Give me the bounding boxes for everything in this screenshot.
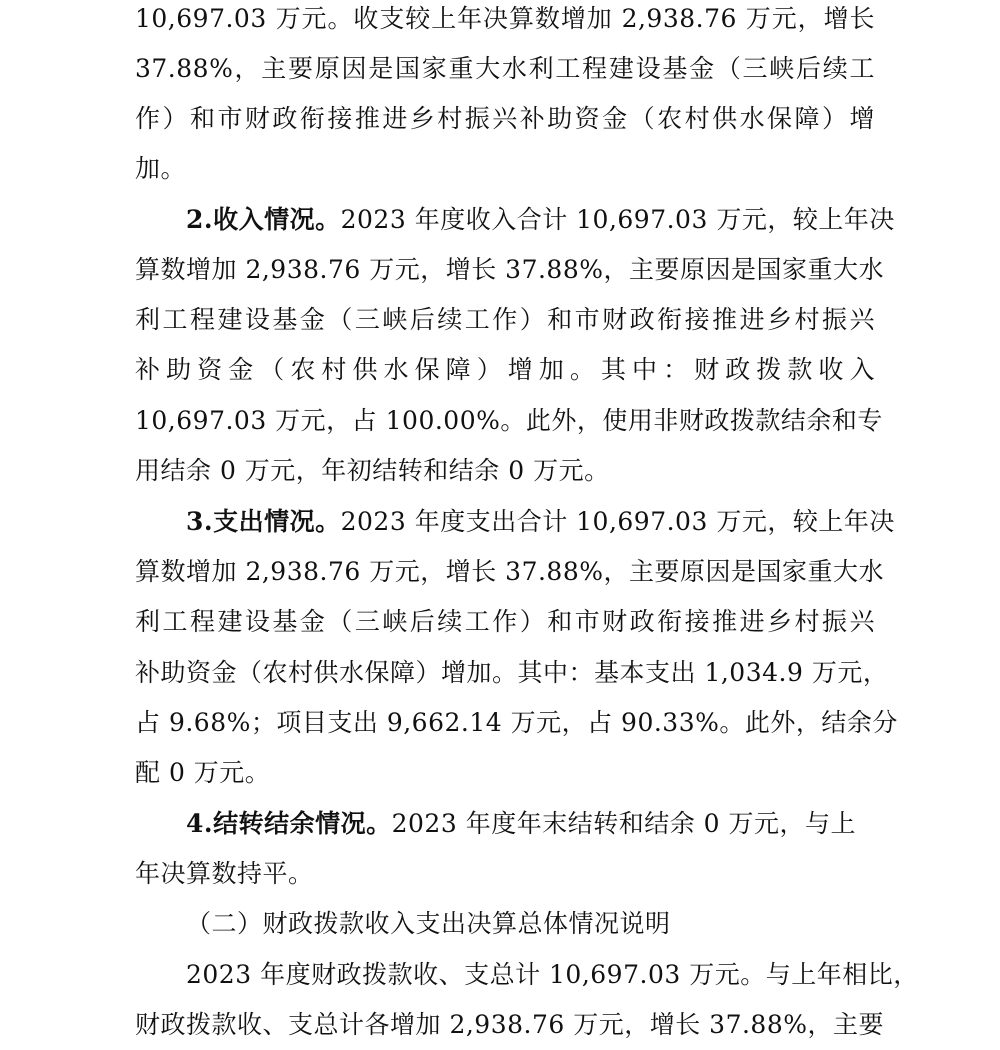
fiscal-line-1: 2023 年度财政拨款收、支总计 10,697.03 万元。与上年相比， xyxy=(186,960,919,989)
expense-heading: 3.支出情况。 xyxy=(186,507,341,536)
income-heading: 2.收入情况。 xyxy=(186,205,341,234)
carryover-heading: 4.结转结余情况。 xyxy=(186,809,392,838)
income-heading-line xyxy=(186,195,895,245)
expense-line-3: 利工程建设基金（三峡后续工作）和市财政衔接推进乡村振兴 xyxy=(135,607,875,636)
paragraph-line-3: 作）和市财政衔接推进乡村振兴补助资金（农村供水保障）增 xyxy=(135,104,875,133)
income-line-4: 补助资金（农村供水保障）增加。其中：财政拨款收入 xyxy=(135,355,875,384)
income-line-3: 利工程建设基金（三峡后续工作）和市财政衔接推进乡村振兴 xyxy=(135,305,875,334)
expense-line-6: 配 0 万元。 xyxy=(135,758,271,787)
income-line-5: 10,697.03 万元，占 100.00%。此外，使用非财政拨款结余和专 xyxy=(135,406,883,435)
paragraph-line-1: 10,697.03 万元。收支较上年决算数增加 2,938.76 万元，增长 xyxy=(135,4,875,33)
expense-line-2: 算数增加 2,938.76 万元，增长 37.88%，主要原因是国家重大水 xyxy=(135,557,884,586)
fiscal-line-2: 财政拨款收、支总计各增加 2,938.76 万元，增长 37.88%，主要 xyxy=(135,1010,884,1039)
expense-line-5: 占 9.68%；项目支出 9,662.14 万元，占 90.33%。此外，结余分 xyxy=(135,708,898,737)
expense-line-4: 补助资金（农村供水保障）增加。其中：基本支出 1,034.9 万元， xyxy=(135,658,889,687)
paragraph-line-4: 加。 xyxy=(135,154,187,183)
income-year: 2023 xyxy=(340,205,415,234)
carryover-line-text: 年度年末结转和结余 0 万元，与上 xyxy=(465,809,856,838)
expense-heading-line xyxy=(186,497,895,547)
expense-year: 2023 xyxy=(340,507,415,536)
income-line-2: 算数增加 2,938.76 万元，增长 37.88%，主要原因是国家重大水 xyxy=(135,255,884,284)
carryover-year: 2023 xyxy=(391,809,466,838)
expense-line-text: 年度支出合计 10,697.03 万元，较上年决 xyxy=(414,507,895,536)
carryover-heading-line xyxy=(186,799,875,849)
carryover-line-2: 年决算数持平。 xyxy=(135,859,314,888)
income-line-text: 年度收入合计 10,697.03 万元，较上年决 xyxy=(414,205,895,234)
paragraph-line-2: 37.88%，主要原因是国家重大水利工程建设基金（三峡后续工 xyxy=(135,54,875,83)
section-subheading: （二）财政拨款收入支出决算总体情况说明 xyxy=(186,909,671,938)
income-line-6: 用结余 0 万元，年初结转和结余 0 万元。 xyxy=(135,456,610,485)
